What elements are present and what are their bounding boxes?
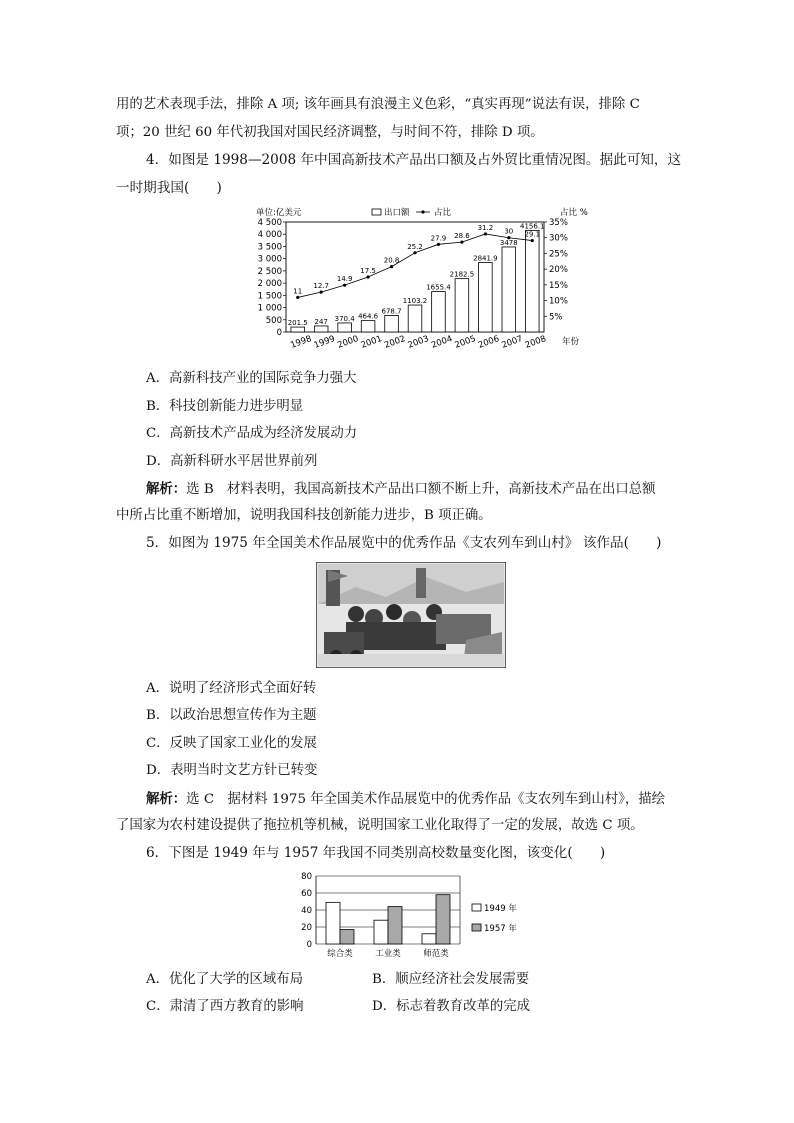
q5-analysis-label: 解析： bbox=[146, 791, 187, 807]
x-tick-label: 2004 bbox=[430, 334, 454, 351]
bar-export bbox=[502, 247, 516, 332]
line-value-label: 31.2 bbox=[477, 223, 494, 232]
y-tick-label: 40 bbox=[301, 906, 312, 916]
q6-option-b[interactable]: B．顺应经济社会发展需要 bbox=[372, 972, 530, 987]
y-left-tick-label: 3 500 bbox=[257, 242, 282, 253]
q5-analysis-line-1 bbox=[146, 790, 712, 809]
painting-image bbox=[316, 562, 506, 668]
point-share bbox=[413, 251, 416, 254]
bar-export bbox=[432, 292, 446, 332]
line-value-label: 14.9 bbox=[336, 275, 353, 284]
x-tick-label: 2000 bbox=[336, 334, 360, 351]
q4-option-a[interactable]: A．高新科技产业的国际竞争力强大 bbox=[146, 371, 357, 386]
point-share bbox=[484, 232, 487, 235]
x-tick-label: 2001 bbox=[359, 334, 384, 351]
x-tick-label: 2006 bbox=[476, 334, 501, 351]
legend-swatch-1949 bbox=[472, 904, 481, 911]
bar-export bbox=[291, 327, 305, 332]
bar-export bbox=[361, 321, 375, 332]
point-share bbox=[390, 265, 393, 268]
bar-value-label: 201.5 bbox=[287, 319, 308, 328]
q5-option-a[interactable]: A．说明了经济形式全面好转 bbox=[146, 681, 317, 696]
x-tick-label: 师范类 bbox=[423, 949, 449, 959]
line-value-label: 17.5 bbox=[360, 267, 376, 275]
bar-value-label: 464.6 bbox=[358, 312, 379, 321]
x-unit-label: 年份 bbox=[562, 337, 580, 347]
q4-stem-line-2: 一时期我国( ) bbox=[116, 180, 222, 196]
legend-marker-share bbox=[421, 210, 424, 213]
q4-analysis-line-2: 中所占比重不断增加，说明我国科技创新能力进步，B 项正确。 bbox=[116, 508, 492, 523]
y-right-tick-label: 35% bbox=[549, 218, 568, 228]
q4-stem-line-1: 4．如图是 1998—2008 年中国高新技术产品出口额及占外贸比重情况图。据此可知，这 bbox=[146, 152, 682, 168]
bar-value-label: 370.4 bbox=[334, 314, 355, 323]
bar-export bbox=[525, 230, 539, 332]
bar-value-label: 3478 bbox=[499, 238, 518, 247]
point-share bbox=[507, 236, 510, 239]
x-tick-label: 1999 bbox=[312, 334, 337, 351]
bar-value-label: 1103.2 bbox=[402, 297, 428, 306]
point-share bbox=[320, 290, 323, 293]
legend-swatch-export bbox=[372, 209, 381, 215]
legend-label: 1957 年 bbox=[484, 924, 517, 934]
intro-line-1: 用的艺术表现手法，排除 A 项; 该年画具有浪漫主义色彩，“真实再现”说法有误，排除 C bbox=[116, 97, 640, 112]
x-tick-label: 2005 bbox=[453, 334, 478, 351]
legend-label: 1949 年 bbox=[484, 904, 517, 914]
x-tick-label: 2007 bbox=[500, 334, 525, 351]
intro-line-2: 项；20 世纪 60 年代初我国对国民经济调整，与时间不符，排除 D 项。 bbox=[116, 125, 544, 140]
bar-1957 bbox=[340, 930, 354, 944]
bar-export bbox=[479, 263, 493, 332]
bar-value-label: 247 bbox=[314, 317, 328, 326]
line-value-label: 12.7 bbox=[313, 282, 329, 291]
q4-analysis-label: 解析： bbox=[146, 481, 187, 497]
y-right-tick-label: 5% bbox=[549, 312, 563, 323]
x-tick-label: 2008 bbox=[523, 334, 548, 351]
point-share bbox=[296, 296, 299, 299]
line-value-label: 11 bbox=[293, 287, 303, 296]
q4-analysis-line-1 bbox=[146, 480, 712, 499]
y-left-label: 单位:亿美元 bbox=[256, 208, 302, 218]
bar-export bbox=[314, 326, 328, 332]
q5-option-d[interactable]: D．表明当时文艺方针已转变 bbox=[146, 763, 318, 778]
bar-value-label: 678.7 bbox=[381, 307, 402, 316]
q5-analysis-line-2: 了国家为农村建设提供了拖拉机等机械，说明国家工业化取得了一定的发展，故选 C 项。 bbox=[116, 818, 644, 833]
q6-option-d[interactable]: D．标志着教育改革的完成 bbox=[372, 999, 531, 1014]
y-right-tick-label: 15% bbox=[549, 280, 568, 291]
x-tick-label: 综合类 bbox=[327, 949, 353, 959]
y-tick-label: 0 bbox=[306, 940, 312, 950]
bar-export bbox=[385, 315, 399, 332]
y-tick-label: 80 bbox=[301, 872, 312, 882]
bar-1949 bbox=[326, 902, 340, 944]
y-left-tick-label: 4 000 bbox=[257, 230, 282, 241]
x-tick-label: 1998 bbox=[289, 334, 314, 351]
q6-stem: 6．下图是 1949 年与 1957 年我国不同类别高校数量变化图，该变化( ) bbox=[146, 845, 606, 861]
y-left-tick-label: 3 000 bbox=[257, 254, 282, 265]
point-share bbox=[460, 241, 463, 244]
line-value-label: 20.8 bbox=[383, 256, 400, 265]
q5-option-b[interactable]: B．以政治思想宣传作为主题 bbox=[146, 708, 317, 723]
bar-value-label: 1655.4 bbox=[426, 283, 451, 292]
q4-option-d[interactable]: D．高新科研水平居世界前列 bbox=[146, 454, 318, 469]
y-right-tick-label: 20% bbox=[549, 265, 568, 276]
x-tick-label: 2002 bbox=[383, 334, 407, 351]
x-tick-label: 2003 bbox=[406, 334, 431, 351]
q5-stem: 5．如图为 1975 年全国美术作品展览中的优秀作品《支农列车到山村》 该作品( ) bbox=[146, 535, 662, 551]
q4-option-b[interactable]: B．科技创新能力进步明显 bbox=[146, 399, 304, 414]
q4-option-c[interactable]: C．高新技术产品成为经济发展动力 bbox=[146, 426, 358, 441]
bar-1949 bbox=[374, 920, 388, 944]
legend-swatch-1957 bbox=[472, 924, 481, 931]
y-right-tick-label: 10% bbox=[549, 296, 568, 307]
line-value-label: 30 bbox=[504, 227, 514, 236]
y-left-tick-label: 0 bbox=[276, 328, 282, 338]
y-left-tick-label: 4 500 bbox=[257, 218, 282, 228]
college-chart bbox=[290, 868, 530, 964]
bar-1949 bbox=[422, 934, 436, 944]
export-chart bbox=[246, 204, 596, 354]
q6-option-a[interactable]: A．优化了大学的区域布局 bbox=[146, 972, 303, 987]
point-share bbox=[531, 239, 534, 242]
legend-share: 占比 bbox=[434, 208, 452, 218]
y-left-tick-label: 1 000 bbox=[257, 303, 282, 314]
point-share bbox=[343, 284, 346, 287]
bar-value-label: 2841.9 bbox=[473, 254, 498, 263]
legend-export: 出口额 bbox=[384, 208, 410, 218]
bar-value-label: 4156.1 bbox=[520, 222, 545, 231]
line-value-label: 27.9 bbox=[430, 234, 447, 243]
line-value-label: 28.6 bbox=[454, 232, 470, 241]
bar-export bbox=[455, 279, 469, 332]
y-left-tick-label: 2 500 bbox=[257, 266, 282, 277]
y-tick-label: 20 bbox=[301, 923, 312, 933]
y-right-label: 占比 % bbox=[560, 208, 588, 218]
y-right-tick-label: 25% bbox=[549, 249, 568, 260]
y-tick-label: 60 bbox=[301, 889, 312, 899]
q6-option-c[interactable]: C．肃清了西方教育的影响 bbox=[146, 999, 304, 1014]
bar-1957 bbox=[436, 895, 450, 944]
bar-1957 bbox=[388, 907, 402, 944]
line-value-label: 29.1 bbox=[524, 230, 541, 239]
y-left-tick-label: 500 bbox=[265, 315, 282, 326]
bar-export bbox=[338, 323, 352, 332]
line-value-label: 25.2 bbox=[407, 242, 423, 251]
bar-value-label: 2182.5 bbox=[449, 270, 475, 279]
bar-export bbox=[408, 305, 422, 332]
x-tick-label: 工业类 bbox=[375, 949, 401, 959]
q5-option-c[interactable]: C．反映了国家工业化的发展 bbox=[146, 736, 317, 751]
q5-analysis-text: 选 C 据材料 1975 年全国美术作品展览中的优秀作品《支农列车到山村》，描绘 bbox=[186, 792, 666, 807]
point-share bbox=[366, 275, 369, 278]
q4-analysis-text: 选 B 材料表明，我国高新技术产品出口额不断上升，高新技术产品在出口总额 bbox=[186, 482, 656, 497]
point-share bbox=[437, 243, 440, 246]
y-left-tick-label: 1 500 bbox=[257, 291, 282, 302]
y-right-tick-label: 30% bbox=[549, 233, 568, 244]
y-left-tick-label: 2 000 bbox=[257, 279, 282, 290]
